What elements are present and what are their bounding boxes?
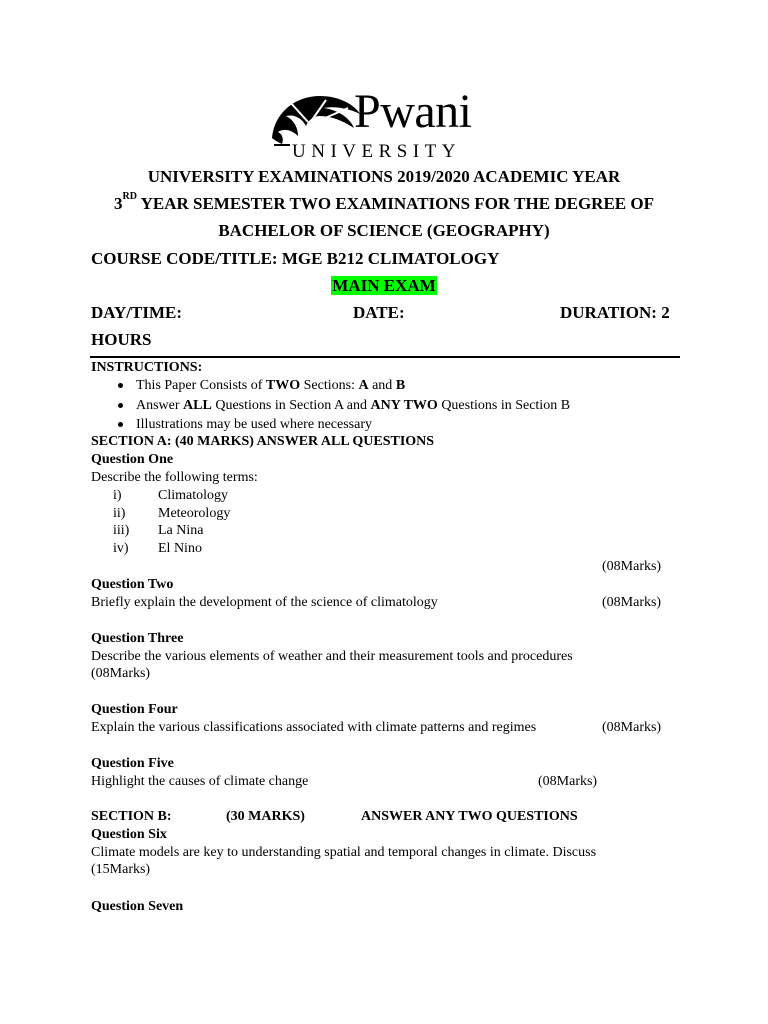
question-one-marks: (08Marks) xyxy=(602,559,662,574)
term-label: Climatology xyxy=(158,488,228,503)
logo-underline xyxy=(274,144,290,146)
exam-header-line1: UNIVERSITY EXAMINATIONS 2019/2020 ACADEMIC YEAR xyxy=(147,167,621,186)
bullet-icon xyxy=(118,422,123,427)
section-b-instruction: ANSWER ANY TWO QUESTIONS xyxy=(361,809,578,824)
term-number: ii) xyxy=(113,506,126,521)
main-exam-highlight: MAIN EXAM xyxy=(332,276,436,295)
question-four-text: Explain the various classifications associated with climate patterns and regimes xyxy=(91,720,537,735)
section-b-marks: (30 MARKS) xyxy=(226,809,305,824)
instruction-1-text-d: A xyxy=(358,378,369,393)
instruction-item-2 xyxy=(136,397,570,414)
logo-subtitle: UNIVERSITY xyxy=(292,141,461,162)
term-label: Meteorology xyxy=(158,506,231,521)
question-seven-title: Question Seven xyxy=(91,899,184,914)
instruction-2-text-d: ANY TWO xyxy=(370,398,438,413)
year-ordinal: RD xyxy=(122,191,137,203)
question-five-title: Question Five xyxy=(91,756,174,771)
instructions-title: INSTRUCTIONS: xyxy=(91,360,203,375)
question-six-title: Question Six xyxy=(91,827,167,842)
instruction-2-text-c: Questions in Section A and xyxy=(211,398,371,413)
hours-label: HOURS xyxy=(91,330,152,349)
section-b-label: SECTION B: xyxy=(91,809,172,824)
instruction-1-text-e: and xyxy=(368,378,396,393)
question-one-text: Describe the following terms: xyxy=(91,470,258,485)
day-time-label: DAY/TIME: xyxy=(91,303,182,322)
exam-header-line2-text: YEAR SEMESTER TWO EXAMINATIONS FOR THE DEGREE OF xyxy=(136,194,654,213)
question-two-marks: (08Marks) xyxy=(602,595,662,610)
instruction-1-text-f: B xyxy=(395,378,406,393)
term-label: La Nina xyxy=(158,523,204,538)
year-number: 3 xyxy=(114,194,123,213)
question-six-marks: (15Marks) xyxy=(91,862,151,877)
instruction-2-text-a: Answer xyxy=(136,398,184,413)
question-four-marks: (08Marks) xyxy=(602,720,662,735)
logo-wordmark: Pwani xyxy=(354,85,472,138)
question-five-text: Highlight the causes of climate change xyxy=(91,774,309,789)
question-three-marks: (08Marks) xyxy=(91,666,151,681)
term-number: iv) xyxy=(113,541,129,556)
question-five-marks: (08Marks) xyxy=(538,774,598,789)
instruction-1-text-c: Sections: xyxy=(300,378,359,393)
question-two-title: Question Two xyxy=(91,577,174,592)
instruction-item-3: Illustrations may be used where necessary xyxy=(136,417,372,432)
instruction-1-text-b: TWO xyxy=(265,378,301,393)
question-three-title: Question Three xyxy=(91,631,184,646)
instruction-2-text-e: Questions in Section B xyxy=(437,398,571,413)
instruction-1-text-a: This Paper Consists of xyxy=(136,378,266,393)
term-number: i) xyxy=(113,488,122,503)
question-four-title: Question Four xyxy=(91,702,178,717)
duration-label: DURATION: 2 xyxy=(560,303,670,322)
term-number: iii) xyxy=(113,523,130,538)
bullet-icon xyxy=(118,383,123,388)
instruction-item-1 xyxy=(136,377,405,394)
term-label: El Nino xyxy=(158,541,202,556)
exam-type xyxy=(0,276,768,296)
university-logo xyxy=(268,85,500,162)
degree-title: BACHELOR OF SCIENCE (GEOGRAPHY) xyxy=(218,221,550,240)
date-label: DATE: xyxy=(353,303,405,322)
bullet-icon xyxy=(118,403,123,408)
instruction-2-text-b: ALL xyxy=(183,398,212,413)
exam-header-line2 xyxy=(0,191,768,214)
course-code-title: COURSE CODE/TITLE: MGE B212 CLIMATOLOGY xyxy=(91,249,500,268)
question-six-text: Climate models are key to understanding spatial and temporal changes in climate. Discuss xyxy=(91,845,597,860)
question-two-text: Briefly explain the development of the science of climatology xyxy=(91,595,438,610)
question-three-text: Describe the various elements of weather and their measurement tools and procedures xyxy=(91,649,573,664)
question-one-title: Question One xyxy=(91,452,174,467)
section-a-title: SECTION A: (40 MARKS) ANSWER ALL QUESTIONS xyxy=(91,434,435,449)
header-divider xyxy=(90,356,680,358)
